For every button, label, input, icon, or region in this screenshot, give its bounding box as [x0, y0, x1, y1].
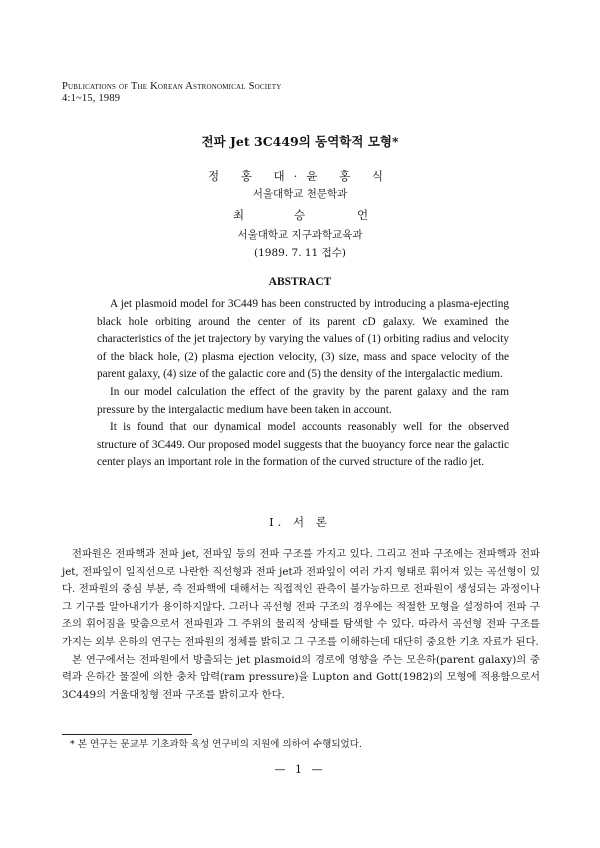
author-name-part: 언 [357, 208, 369, 222]
author-name-part: 최 [233, 208, 245, 222]
author-name-part: 승 [294, 208, 306, 222]
body-paragraph: 본 연구에서는 전파원에서 방출되는 jet plasmoid의 경로에 영향을 주는 모은하(parent galaxy)의 중력과 은하간 물질에 의한 충차 압력(ram pressure)을 Lupton and Gott(1982)의 모형에 적용함으로서 3C449의 거울대칭형 전파 구조를 밝히고자 한다. [62, 653, 540, 701]
paper-title: 전파 Jet 3C449의 동역학적 모형* [201, 134, 399, 149]
affiliation-astronomy: 서울대학교 천문학과 [252, 188, 348, 200]
abstract-paragraph: In our model calculation the effect of the gravity by the parent galaxy and the ram pressure by the intergalactic medium have been taken in account. [97, 385, 509, 416]
body-paragraph: 전파원은 전파핵과 전파 jet, 전파잎 등의 전파 구조를 가지고 있다. 그리고 전파 구조에는 전파핵과 전파 jet, 전파잎이 일직선으로 나란한 직선형과 전파 jet과 전파잎이 여러 가지 형태로 휘어져 있는 곡선형이 있다. 전파원의 중심 부분, 즉 전파핵에 대해서는 직접적인 관측이 불가능하므로 전파원이 생성되는 과정이나 그 기구를 알아내기가 용이하지않다. 그러나 곡선형 전파 구조의 경우에는 적절한 모형을 설정하여 전파 구조의 휘어짐을 맞춤으로서 전파원과 그 주위의 물리적 상태를 탐색할 수 있다. 따라서 곡선형 전파 구조를 가지는 외부 은하의 연구는 전파원의 정체를 밝히고 그 구조를 이해하는데 대단히 중요한 기초 자료가 된다. [62, 548, 540, 648]
introduction-body [62, 546, 540, 704]
page-number: — 1 — [274, 763, 326, 776]
section-heading-introduction: I. 서 론 [269, 515, 331, 529]
journal-name: Publications of The Korean Astronomical Society [62, 81, 282, 92]
abstract-heading: ABSTRACT [268, 276, 332, 288]
journal-header [62, 81, 282, 105]
received-date: (1989. 7. 11 접수) [254, 247, 346, 259]
affiliation-earth-science: 서울대학교 지구과학교육과 [237, 229, 363, 241]
journal-volume: 4:1~15, 1989 [62, 93, 121, 104]
footnote-divider [62, 734, 192, 735]
footnote: * 본 연구는 문교부 기초과학 육성 연구비의 지원에 의하여 수행되었다. [70, 739, 362, 750]
abstract-paragraph: A jet plasmoid model for 3C449 has been constructed by introducing a plasma-ejecting black hole orbiting around the center of its parent cD galaxy. We examined the characteristics of the jet trajectory by varying the values of (1) orbiting radius and velocity of the black hole, (2) plasma ejection velocity, (3) size, mass and space velocity of the parent galaxy, (4) size of the galactic core and (5) the density of the intergalactic medium. [97, 298, 509, 381]
abstract-body [97, 296, 509, 472]
authors-line: 정 홍 대·윤 홍 식 [208, 169, 392, 183]
abstract-paragraph: It is found that our dynamical model accounts reasonably well for the observed structure of 3C449. Our proposed model suggests that the buoyancy force near the galactic center plays an important role in the formation of the curved structure of the radio jet. [97, 421, 509, 469]
